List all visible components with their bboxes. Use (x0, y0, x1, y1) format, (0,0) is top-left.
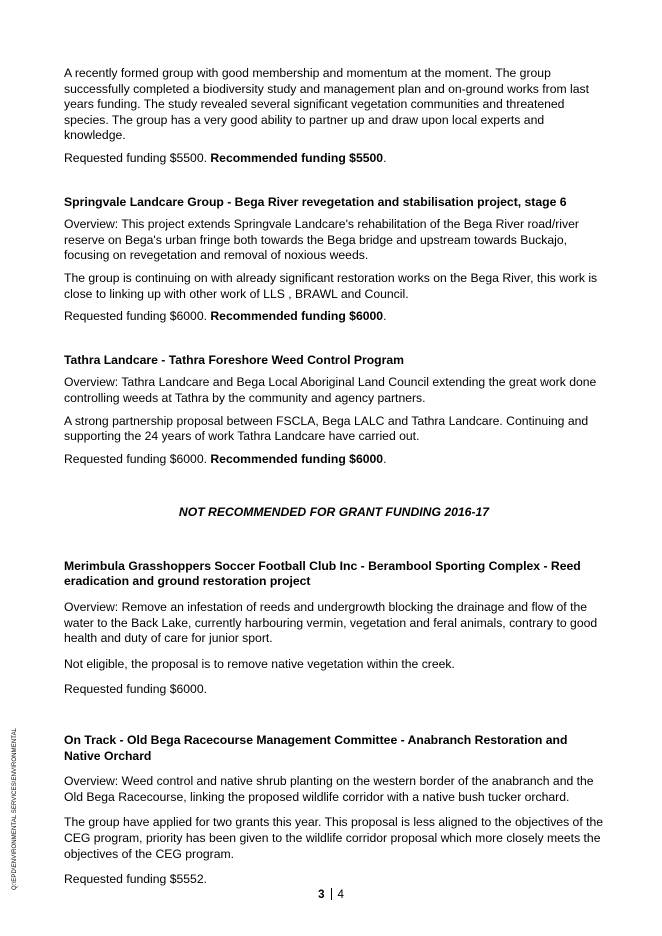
not-recommended-title: NOT RECOMMENDED FOR GRANT FUNDING 2016-17 (178, 505, 490, 520)
intro-paragraph: A recently formed group with good membership and momentum at the moment. The group successfully completed a biodiversity study and management plan and on-ground works from last years funding. The study revealed several significant vegetation communities and threatened species. The group has a very good ability to partner up and draw upon local experts and knowledge. (64, 66, 590, 143)
ontrack-detail: The group have applied for two grants this year. This proposal is less aligned to the objectives of the CEG program, priority has been given to the wildlife corridor proposal which more closely meets the objectives of the CEG program. (64, 815, 604, 861)
requested-funding: Requested funding $6000. (64, 309, 211, 324)
tathra-detail: A strong partnership proposal between FSCLA, Bega LALC and Tathra Landcare. Continuing and supporting the 24 years of work Tathra Landcare have carried out. (64, 413, 589, 444)
document-body (64, 66, 604, 888)
page-total: 4 (337, 889, 344, 901)
ontrack-funding: Requested funding $5552. (64, 872, 207, 887)
springvale-funding: Requested funding $6000. Recommended funding $6000. (64, 309, 387, 324)
file-path-sidebar: Q:\EPD\ENVIRONMENTAL SERVICES\ENVIRONMENTAL (12, 727, 18, 890)
recommended-funding: Recommended funding $6000 (210, 309, 384, 324)
page-number: 3 (318, 889, 325, 901)
ontrack-overview: Overview: Weed control and native shrub planting on the western border of the anabranch and the Old Bega Racecourse, linking the proposed wildlife corridor with a native bush tucker orchard. (64, 774, 594, 804)
springvale-heading: Springvale Landcare Group - Bega River revegetation and stabilisation project, stage 6 (64, 194, 567, 209)
tathra-overview: Overview: Tathra Landcare and Bega Local Aboriginal Land Council extending the great work done controlling weeds at Tathra by the community and agency partners. (64, 375, 597, 405)
merimbula-funding: Requested funding $6000. (64, 682, 207, 697)
footer-divider (331, 888, 332, 900)
recommended-funding: Recommended funding $6000 (210, 451, 384, 466)
tathra-heading: Tathra Landcare - Tathra Foreshore Weed Control Program (64, 352, 404, 367)
springvale-detail: The group is continuing on with already significant restoration works on the Bega River, this work is close to linking up with other work of LLS , BRAWL and Council. (64, 270, 598, 301)
requested-funding: Requested funding $5500. (64, 150, 211, 165)
merimbula-heading: Merimbula Grasshoppers Soccer Football Club Inc - Berambool Sporting Complex - Reed eradication and ground restoration project (64, 558, 581, 589)
ontrack-heading: On Track - Old Bega Racecourse Management Committee - Anabranch Restoration and Native Orchard (64, 733, 568, 763)
springvale-overview: Overview: This project extends Springvale Landcare's rehabilitation of the Bega River road/river reserve on Bega's urban fringe both towards the Bega bridge and upstream towards Buckajo, focusing on revegetation and removal of noxious weeds. (64, 217, 579, 263)
requested-funding: Requested funding $6000. (64, 451, 211, 466)
intro-funding: Requested funding $5500. Recommended funding $5500. (64, 150, 387, 165)
merimbula-detail: Not eligible, the proposal is to remove native vegetation within the creek. (64, 656, 455, 671)
page-footer (0, 888, 662, 901)
tathra-funding: Requested funding $6000. Recommended funding $6000. (64, 451, 387, 466)
recommended-funding: Recommended funding $5500 (210, 150, 384, 165)
merimbula-overview: Overview: Remove an infestation of reeds and undergrowth blocking the drainage and flow of the water to the Back Lake, currently harbouring vermin, vegetation and feral animals, contrary to good health and duty of care for junior sport. (64, 600, 598, 646)
